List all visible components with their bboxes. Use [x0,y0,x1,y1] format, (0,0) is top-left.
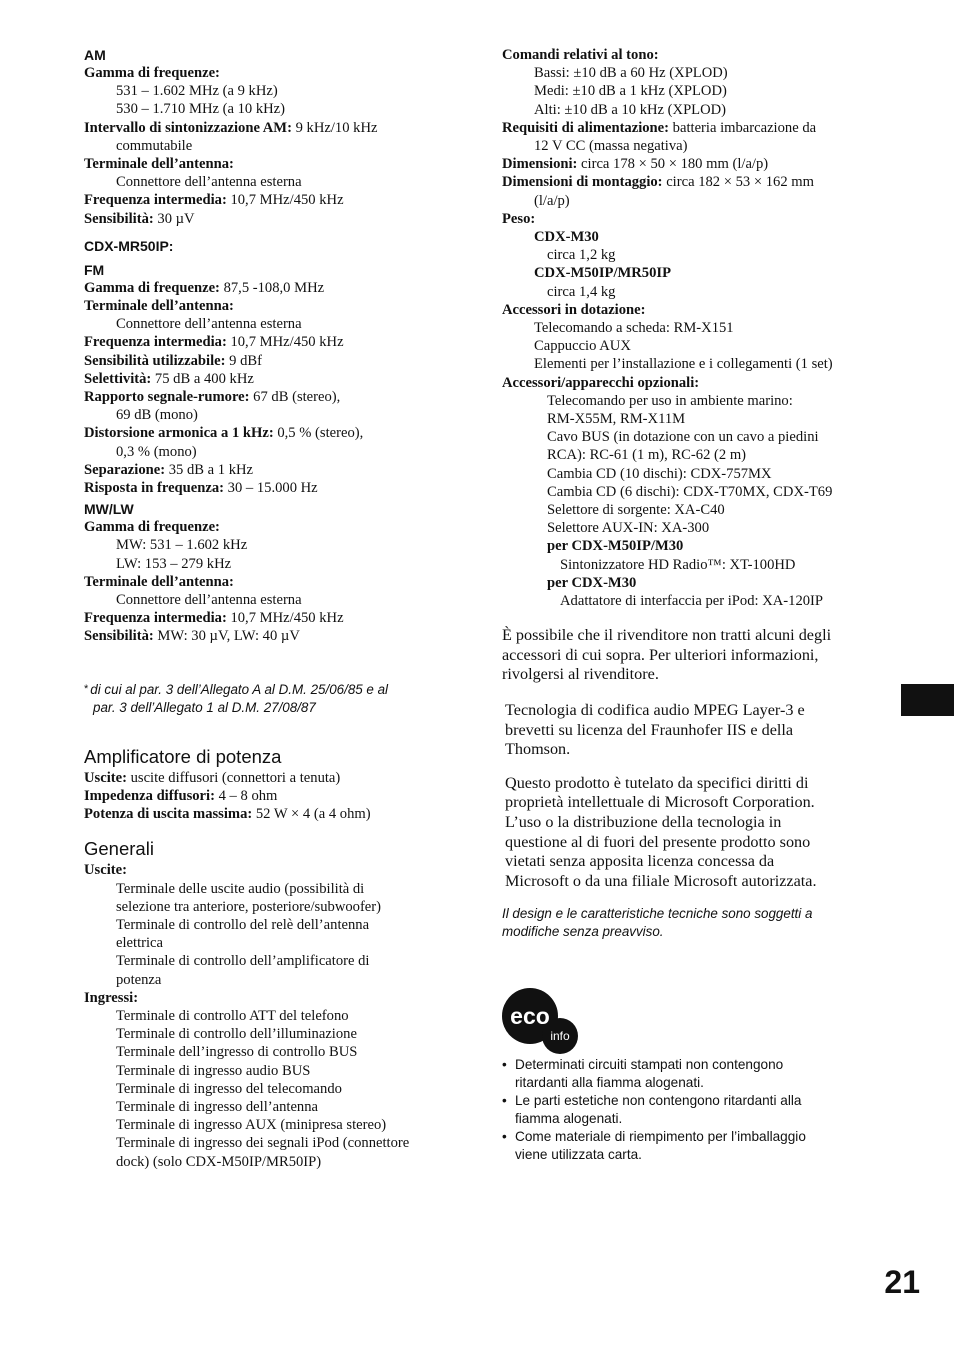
heading-fm: FM [84,261,105,278]
paragraph-line: brevetti su licenza del Fraunhofer IIS e della [505,720,794,739]
spec-line [84,1007,474,1025]
spec-line [84,315,474,333]
spec-value: Connettore dell’antenna esterna [116,174,302,191]
spec-label: Gamma di frequenze: [84,279,220,296]
spec-value: 4 – 8 ohm [214,787,278,804]
spec-label: Peso: [502,210,536,227]
spec-value: Terminale di controllo dell’amplificatore di [116,953,370,970]
spec-label: Terminale dell’antenna: [84,573,234,590]
spec-value: 0,3 % (mono) [116,443,197,460]
spec-line [84,518,474,536]
spec-value: 530 – 1.710 MHz (a 10 kHz) [116,101,286,118]
spec-value: 67 dB (stereo), [249,389,341,406]
paragraph-line: È possibile che il rivenditore non tratti alcuni degli [502,626,832,645]
spec-label: Accessori in dotazione: [502,301,646,318]
spec-label: Frequenza intermedia: [84,334,227,351]
microsoft-license-note [502,774,892,892]
spec-value: Selettore AUX-IN: XA-300 [547,520,710,537]
spec-value: 52 W × 4 (a 4 ohm) [252,806,371,823]
paragraph-line: Questo prodotto è tutelato da specifici diritti di [505,773,809,792]
spec-label: per CDX-M30 [547,574,637,591]
spec-value: LW: 153 – 279 kHz [116,555,232,572]
spec-label: Ingressi: [84,989,139,1006]
spec-value: uscite diffusori (connettori a tenuta) [126,769,341,786]
spec-label: Impedenza diffusori: [84,787,215,804]
eco-logo-text: eco [510,1003,550,1029]
spec-line [84,536,474,554]
paragraph-line: proprietà intellettuale di Microsoft Corporation. [505,793,815,812]
heading-amplifier: Amplificatore di potenza [84,745,282,767]
spec-line [84,555,474,573]
spec-line [84,861,474,879]
spec-line [84,279,474,297]
spec-value: batteria imbarcazione da [669,119,817,136]
spec-label: Comandi relativi al tono: [502,47,659,63]
spec-value: 10,7 MHz/450 kHz [226,334,344,351]
spec-value: RCA): RC-61 (1 m), RC-62 (2 m) [547,447,747,464]
spec-line [84,100,474,118]
spec-label: Frequenza intermedia: [84,610,227,627]
spec-line [502,283,892,301]
spec-value: 12 V CC (massa negativa) [534,138,688,155]
spec-label: Sensibilità utilizzabile: [84,352,226,369]
spec-value: Selettore di sorgente: XA-C40 [547,502,725,519]
spec-value: circa 182 × 53 × 162 mm [662,174,814,191]
spec-line [502,374,892,392]
spec-line [84,934,474,952]
spec-value: 0,5 % (stereo), [273,425,364,442]
spec-line [84,916,474,934]
spec-line [84,971,474,989]
spec-value: Terminale di ingresso del telecomando [116,1080,342,1097]
spec-value: RM-X55M, RM-X11M [547,411,686,428]
spec-value: 30 µV [153,210,195,227]
spec-line [502,264,892,282]
bullet-dot: • [502,1093,507,1108]
eco-bullet-item [502,1092,806,1128]
spec-label: Distorsione armonica a 1 kHz: [84,425,274,442]
heading-cdx-mr50ip: CDX-MR50IP: [84,237,174,254]
spec-value: Cambia CD (10 dischi): CDX-757MX [547,465,772,482]
section-tab-marker [901,684,954,716]
spec-line [502,101,892,119]
spec-line [502,82,892,100]
spec-value: Cavo BUS (in dotazione con un cavo a piedini [547,429,819,446]
spec-value: commutabile [116,137,193,154]
spec-line [84,443,474,461]
paragraph-line: vietati senza apposita licenza concessa da [505,852,775,871]
spec-line [502,410,892,428]
spec-label: Gamma di frequenze: [84,519,220,536]
spec-label: Rapporto segnale-rumore: [84,389,250,406]
bullet-text: fiamma alogenati. [515,1111,623,1126]
right-column [502,46,892,1162]
spec-line [84,82,474,100]
spec-line [84,297,474,315]
spec-label: Uscite: [84,862,127,879]
spec-label: Dimensioni di montaggio: [502,174,663,191]
spec-line [84,137,474,155]
heading-mw-lw: MW/LW [84,501,134,518]
spec-line [502,301,892,319]
spec-label: Uscite: [84,769,127,786]
spec-value: Connettore dell’antenna esterna [116,592,302,609]
spec-value: Terminale di controllo dell’illuminazione [116,1026,357,1043]
spec-line [84,1080,474,1098]
spec-line [84,210,474,228]
eco-info-logo [502,986,584,1056]
spec-value: circa 1,2 kg [547,247,616,264]
spec-label: Gamma di frequenze: [84,65,220,81]
spec-line [84,1098,474,1116]
spec-label: Sensibilità: [84,628,154,645]
general-spec-list [84,861,474,1170]
spec-value: dock) (solo CDX-M50IP/MR50IP) [116,1153,322,1170]
spec-value: Terminale di controllo ATT del telefono [116,1007,349,1024]
spec-value: MW: 531 – 1.602 kHz [116,537,248,554]
spec-line [502,155,892,173]
spec-line [84,64,474,82]
spec-line [502,355,892,373]
spec-value: Terminale di ingresso AUX (minipresa stereo) [116,1117,387,1134]
spec-line [502,592,892,610]
spec-value: Terminale di ingresso dei segnali iPod (connettore [116,1135,410,1152]
spec-label: Selettività: [84,370,152,387]
footnote-line [84,680,474,699]
spec-label: Potenza di uscita massima: [84,806,253,823]
bullet-dot: • [502,1057,507,1072]
spec-label: Sensibilità: [84,210,154,227]
spec-value: Adattatore di interfaccia per iPod: XA-120IP [560,593,824,610]
spec-line [84,880,474,898]
spec-line [502,228,892,246]
spec-value: circa 1,4 kg [547,283,616,300]
spec-value: Terminale di ingresso dell’antenna [116,1098,319,1115]
spec-line [502,192,892,210]
spec-line [84,952,474,970]
spec-value: Telecomando a scheda: RM-X151 [534,320,734,337]
spec-value: 10,7 MHz/450 kHz [226,610,344,627]
info-logo-text: info [550,1029,570,1043]
spec-line [502,337,892,355]
spec-label: Intervallo di sintonizzazione AM: [84,119,292,136]
spec-line [84,424,474,442]
spec-line [502,392,892,410]
paragraph-line: accessori di cui sopra. Per ulteriori informazioni, [502,645,819,664]
spec-label: Dimensioni: [502,156,578,173]
spec-value: 531 – 1.602 MHz (a 9 kHz) [116,83,278,100]
spec-line [84,388,474,406]
spec-line [84,609,474,627]
spec-value: 35 dB a 1 kHz [165,461,254,478]
spec-line [84,461,474,479]
spec-line [502,46,892,64]
footnote-line: par. 3 dell’Allegato 1 al D.M. 27/08/87 [93,699,316,715]
spec-label: Separazione: [84,461,166,478]
mpeg-license-note [502,701,892,760]
spec-label: per CDX-M50IP/M30 [547,538,684,555]
spec-line [84,1062,474,1080]
spec-line [84,1153,474,1171]
spec-line [84,119,474,137]
spec-line [84,591,474,609]
fm-spec-list [84,279,474,497]
heading-general: Generali [84,838,154,860]
spec-line [84,1025,474,1043]
spec-line [84,787,474,805]
spec-line [502,64,892,82]
footnote [84,680,474,717]
spec-line [502,210,892,228]
eco-bullet-item [502,1056,806,1092]
spec-value: Terminale dell’ingresso di controllo BUS [116,1044,358,1061]
spec-line [502,319,892,337]
spec-value: Terminale di ingresso audio BUS [116,1062,311,1079]
spec-line [502,483,892,501]
left-column [84,46,474,1171]
spec-line [84,898,474,916]
note-line: Il design e le caratteristiche tecniche sono soggetti a [502,906,813,922]
spec-value: Sintonizzatore HD Radio™: XT-100HD [560,556,796,573]
spec-value: Terminale di controllo del relè dell’antenna [116,916,370,933]
spec-value: selezione tra anteriore, posteriore/subwoofer) [116,898,382,915]
spec-line [84,370,474,388]
spec-line [502,465,892,483]
spec-line [502,446,892,464]
paragraph-line: Thomson. [505,740,571,759]
spec-line [84,1116,474,1134]
spec-line [84,1134,474,1152]
heading-am: AM [84,47,106,63]
spec-value: elettrica [116,935,163,952]
spec-label: CDX-M50IP/MR50IP [534,265,671,282]
paragraph-line: Microsoft o da una filiale Microsoft autorizzata. [505,871,817,890]
bullet-dot: • [502,1129,507,1144]
spec-line [84,1043,474,1061]
bullet-text: ritardanti alla fiamma alogenati. [515,1075,704,1090]
spec-value: Elementi per l’installazione e i collegamenti (1 set) [534,356,833,373]
spec-value: Cambia CD (6 dischi): CDX-T70MX, CDX-T69 [547,483,833,500]
spec-value: (l/a/p) [534,192,570,209]
spec-value: Cappuccio AUX [534,338,631,355]
spec-label: Risposta in frequenza: [84,480,225,497]
spec-value: Bassi: ±10 dB a 60 Hz (XPLOD) [534,65,728,82]
spec-value: Terminale delle uscite audio (possibilità di [116,880,365,897]
spec-line [84,989,474,1007]
spec-value: Connettore dell’antenna esterna [116,316,302,333]
design-change-note [502,905,892,941]
amplifier-spec-list [84,769,474,824]
note-line: modifiche senza preavviso. [502,924,664,940]
spec-line [84,155,474,173]
bullet-text: Come materiale di riempimento per l’imballaggio [515,1129,806,1144]
spec-line [502,428,892,446]
accessory-spec-list [502,46,892,610]
spec-line [502,501,892,519]
eco-bullet-list [502,1056,806,1164]
spec-line [502,519,892,537]
spec-line [502,246,892,264]
paragraph-line: Tecnologia di codifica audio MPEG Layer-3 e [505,701,805,720]
spec-line [84,333,474,351]
spec-value: Telecomando per uso in ambiente marino: [547,392,793,409]
spec-line [84,191,474,209]
spec-line [502,537,892,555]
spec-label: Frequenza intermedia: [84,192,227,209]
dealer-note [502,626,892,685]
bullet-text: Determinati circuiti stampati non contengono [515,1057,784,1072]
spec-line [502,574,892,592]
eco-bullet-item [502,1128,806,1164]
page-number: 21 [884,1264,920,1300]
spec-value: 9 dBf [225,352,262,369]
footnote-text: di cui al par. 3 dell’Allegato A al D.M. 25/06/85 e al [90,681,389,697]
spec-value: 87,5 -108,0 MHz [219,279,325,296]
spec-value: MW: 30 µV, LW: 40 µV [153,628,300,645]
spec-label: Accessori/apparecchi opzionali: [502,374,700,391]
spec-value: circa 178 × 50 × 180 mm (l/a/p) [577,156,769,173]
spec-value: 69 dB (mono) [116,407,198,424]
paragraph-line: questione al di fuori del presente prodotto sono [505,832,811,851]
paragraph-line: L’uso o la distribuzione della tecnologia in [505,813,782,832]
bullet-text: viene utilizzata carta. [515,1147,642,1162]
spec-line [502,119,892,137]
spec-line [84,352,474,370]
spec-line [84,406,474,424]
spec-value: Alti: ±10 dB a 10 kHz (XPLOD) [534,101,727,118]
spec-line [84,479,474,497]
spec-value: 9 kHz/10 kHz [291,119,378,136]
spec-line [84,769,474,787]
spec-line [84,173,474,191]
spec-label: Requisiti di alimentazione: [502,119,670,136]
footnote-star: * [84,682,89,695]
spec-label: Terminale dell’antenna: [84,156,234,173]
spec-line [502,556,892,574]
spec-value: 10,7 MHz/450 kHz [226,192,344,209]
spec-value: 75 dB a 400 kHz [151,370,254,387]
spec-line [84,573,474,591]
spec-value: Medi: ±10 dB a 1 kHz (XPLOD) [534,83,727,100]
bullet-text: Le parti estetiche non contengono ritardanti alla [515,1093,802,1108]
spec-line [502,173,892,191]
spec-label: Terminale dell’antenna: [84,298,234,315]
paragraph-line: rivolgersi al rivenditore. [502,665,659,684]
am-spec-list [84,64,474,228]
spec-line [84,627,474,645]
spec-value: potenza [116,971,162,988]
mwlw-spec-list [84,518,474,645]
spec-label: CDX-M30 [534,229,599,246]
spec-line [502,137,892,155]
spec-line [84,805,474,823]
spec-value: 30 – 15.000 Hz [224,480,318,497]
